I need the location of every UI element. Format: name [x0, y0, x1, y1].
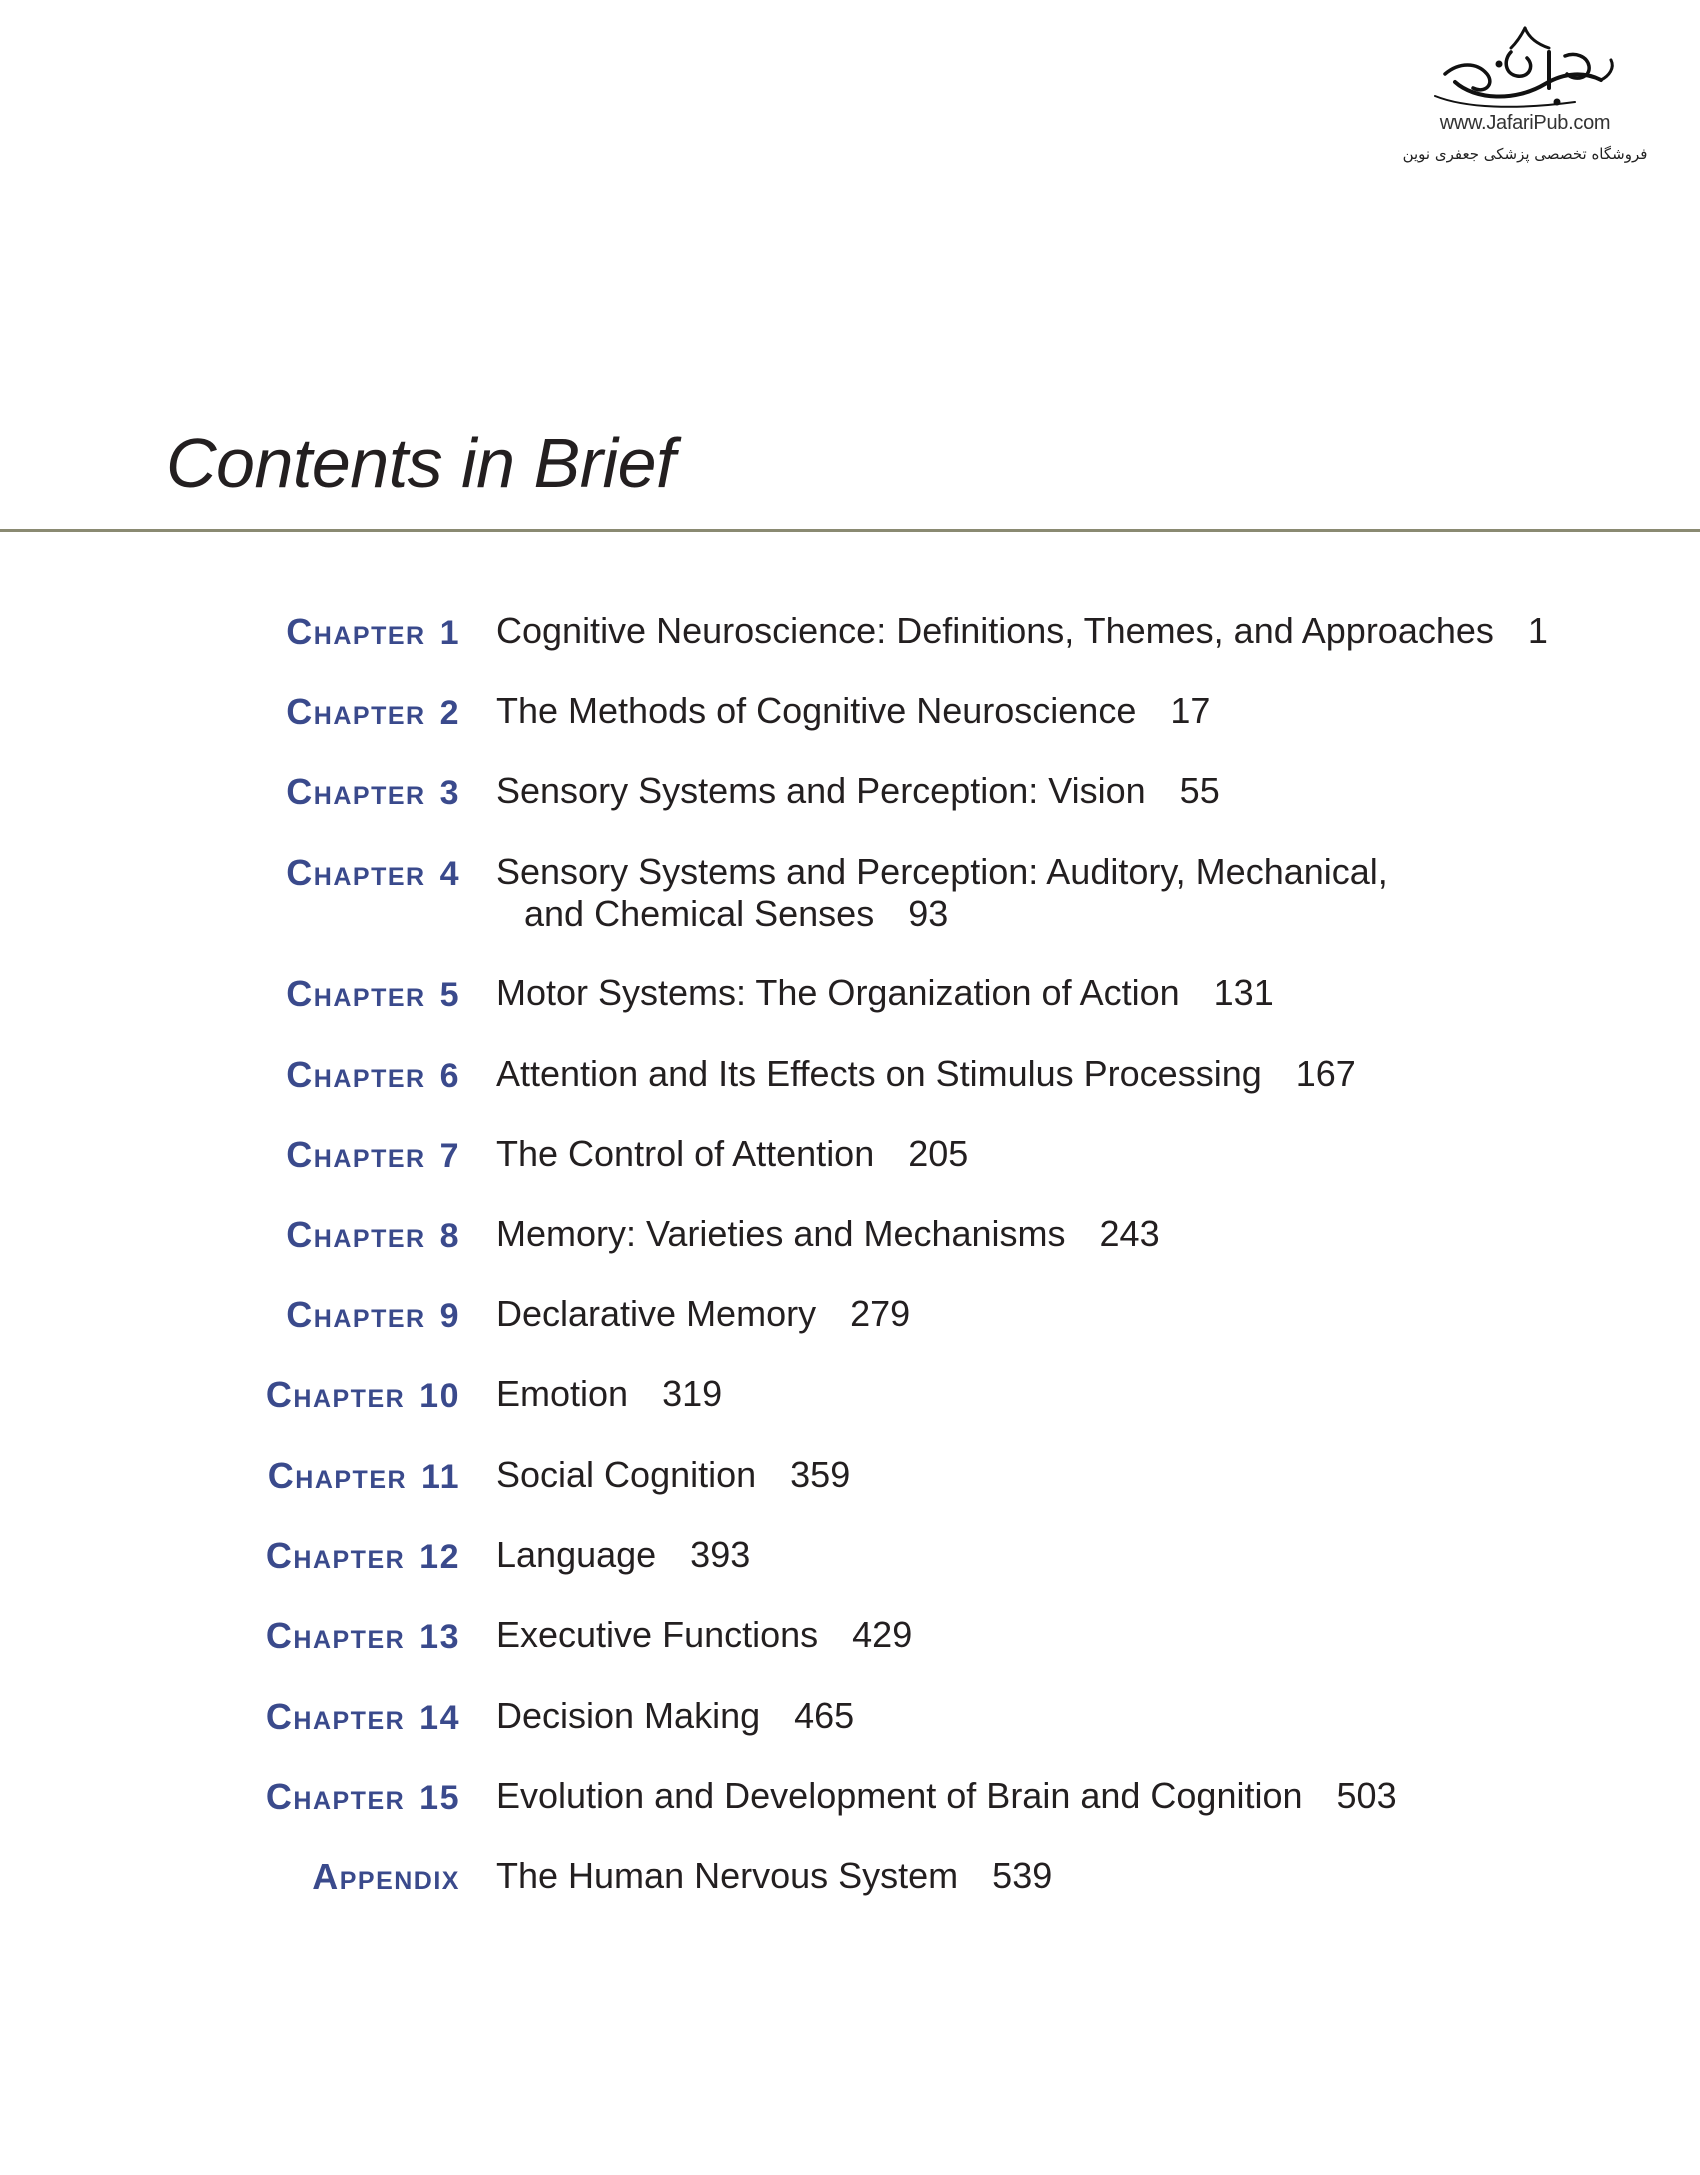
- chapter-number: 11: [421, 1458, 460, 1496]
- page-number: 17: [1170, 690, 1211, 731]
- entry-title: Sensory Systems and Perception: Vision: [496, 770, 1146, 811]
- page-number: 167: [1295, 1053, 1356, 1094]
- chapter-word: Chapter: [265, 1615, 406, 1656]
- chapter-number: 15: [419, 1779, 460, 1817]
- entry-text: [496, 1053, 1596, 1095]
- chapter-number: 2: [439, 694, 460, 732]
- entry-title: Executive Functions: [496, 1614, 819, 1655]
- entry-text: [496, 1534, 1596, 1576]
- entry-text: [496, 851, 1596, 935]
- entry-line: [496, 1775, 1596, 1817]
- entry-line: [496, 1695, 1596, 1737]
- chapter-label: [286, 692, 460, 733]
- page-number: 55: [1179, 770, 1220, 811]
- entry-line: [496, 1053, 1596, 1095]
- entry-title: Evolution and Development of Brain and Cognition: [496, 1775, 1303, 1816]
- chapter-word: Chapter: [265, 1535, 406, 1576]
- chapter-label: [286, 1055, 460, 1096]
- entry-line: [496, 851, 1596, 893]
- entry-line: [496, 610, 1596, 652]
- entry-title: Decision Making: [496, 1695, 761, 1736]
- entry-text: [496, 1213, 1596, 1255]
- chapter-number: 4: [439, 855, 460, 893]
- entry-title: Memory: Varieties and Mechanisms: [496, 1213, 1066, 1254]
- chapter-number: 13: [419, 1618, 460, 1656]
- entry-line: [496, 1293, 1596, 1335]
- chapter-word: Chapter: [265, 1776, 406, 1817]
- entry-title: Emotion: [496, 1373, 629, 1414]
- entry-line-continued: [496, 893, 1596, 935]
- entry-line: [496, 690, 1596, 732]
- entry-text: [496, 1775, 1596, 1817]
- chapter-number: 1: [439, 614, 460, 652]
- page-number: 359: [790, 1454, 851, 1495]
- page-number: 1: [1527, 610, 1548, 651]
- entry-title: Cognitive Neuroscience: Definitions, Themes, and Approaches: [496, 610, 1494, 651]
- chapter-word: Chapter: [265, 1374, 406, 1415]
- chapter-word: Appendix: [312, 1856, 460, 1897]
- entry-title: Social Cognition: [496, 1454, 757, 1495]
- page-number: 539: [992, 1855, 1053, 1896]
- title-divider: [0, 529, 1700, 532]
- entry-text: [496, 1373, 1596, 1415]
- entry-title: The Methods of Cognitive Neuroscience: [496, 690, 1137, 731]
- entry-line: [496, 1614, 1596, 1656]
- entry-text: [496, 770, 1596, 812]
- entry-title: Declarative Memory: [496, 1293, 817, 1334]
- entry-line: [496, 1454, 1596, 1496]
- page-title: Contents in Brief: [166, 424, 675, 502]
- entry-text: [496, 1454, 1596, 1496]
- chapter-number: 14: [419, 1699, 460, 1737]
- page-number: 429: [852, 1614, 913, 1655]
- page-number: 243: [1099, 1213, 1160, 1254]
- chapter-label: [286, 612, 460, 653]
- chapter-label: [286, 853, 460, 894]
- entry-text: [496, 1614, 1596, 1656]
- logo-url: www.JafariPub.com: [1439, 112, 1611, 134]
- entry-line: [496, 1213, 1596, 1255]
- entry-text: [496, 610, 1596, 652]
- chapter-label: [286, 1215, 460, 1256]
- chapter-word: Chapter: [286, 691, 426, 732]
- page-number: 465: [794, 1695, 855, 1736]
- chapter-number: 9: [439, 1297, 460, 1335]
- calligraphy-logo-icon: [1425, 22, 1625, 114]
- entry-line: [496, 1373, 1596, 1415]
- chapter-label: [312, 1857, 460, 1897]
- entry-title: Sensory Systems and Perception: Auditory, Mechanical,: [496, 851, 1388, 892]
- chapter-number: 12: [419, 1538, 460, 1576]
- chapter-word: Chapter: [286, 771, 426, 812]
- chapter-number: 6: [439, 1057, 460, 1095]
- publisher-logo: [1380, 22, 1670, 192]
- entry-title: The Control of Attention: [496, 1133, 875, 1174]
- chapter-label: [268, 1456, 460, 1497]
- page-number: 205: [908, 1133, 969, 1174]
- entry-line: [496, 1855, 1596, 1897]
- entry-line: [496, 770, 1596, 812]
- chapter-label: [266, 1697, 460, 1738]
- entry-line: [496, 1133, 1596, 1175]
- chapter-number: 3: [439, 774, 460, 812]
- entry-title: Attention and Its Effects on Stimulus Processing: [496, 1053, 1262, 1094]
- entry-text: [496, 1133, 1596, 1175]
- chapter-number: 8: [439, 1217, 460, 1255]
- chapter-word: Chapter: [286, 852, 426, 893]
- page-number: 393: [690, 1534, 751, 1575]
- chapter-word: Chapter: [286, 1214, 426, 1255]
- chapter-word: Chapter: [286, 611, 426, 652]
- chapter-word: Chapter: [286, 1134, 426, 1175]
- chapter-label: [286, 1295, 460, 1336]
- chapter-number: 5: [439, 976, 460, 1014]
- logo-tagline: فروشگاه تخصصی پزشکی جعفری نوین: [1402, 145, 1648, 163]
- entry-title: The Human Nervous System: [496, 1855, 959, 1896]
- chapter-label: [266, 1375, 460, 1416]
- entry-text: [496, 1695, 1596, 1737]
- chapter-label: [286, 772, 460, 813]
- entry-text: [496, 972, 1596, 1014]
- chapter-label: [266, 1616, 460, 1657]
- chapter-number: 10: [419, 1377, 460, 1415]
- entry-line: [496, 972, 1596, 1014]
- chapter-word: Chapter: [267, 1455, 408, 1496]
- chapter-word: Chapter: [286, 1054, 426, 1095]
- entry-title-continued: and Chemical Senses: [524, 893, 875, 934]
- entry-text: [496, 1855, 1596, 1897]
- chapter-word: Chapter: [286, 973, 426, 1014]
- entry-text: [496, 1293, 1596, 1335]
- page-number: 131: [1213, 972, 1274, 1013]
- chapter-number: 7: [439, 1137, 460, 1175]
- chapter-label: [286, 974, 460, 1015]
- entry-title: Language: [496, 1534, 657, 1575]
- chapter-word: Chapter: [265, 1696, 406, 1737]
- page-number: 93: [908, 893, 949, 934]
- page-number: 279: [850, 1293, 911, 1334]
- entry-text: [496, 690, 1596, 732]
- entry-line: [496, 1534, 1596, 1576]
- entry-title: Motor Systems: The Organization of Action: [496, 972, 1180, 1013]
- page-number: 503: [1336, 1775, 1397, 1816]
- chapter-label: [286, 1135, 460, 1176]
- chapter-label: [266, 1536, 460, 1577]
- page-number: 319: [662, 1373, 723, 1414]
- chapter-word: Chapter: [286, 1294, 426, 1335]
- chapter-label: [266, 1777, 460, 1818]
